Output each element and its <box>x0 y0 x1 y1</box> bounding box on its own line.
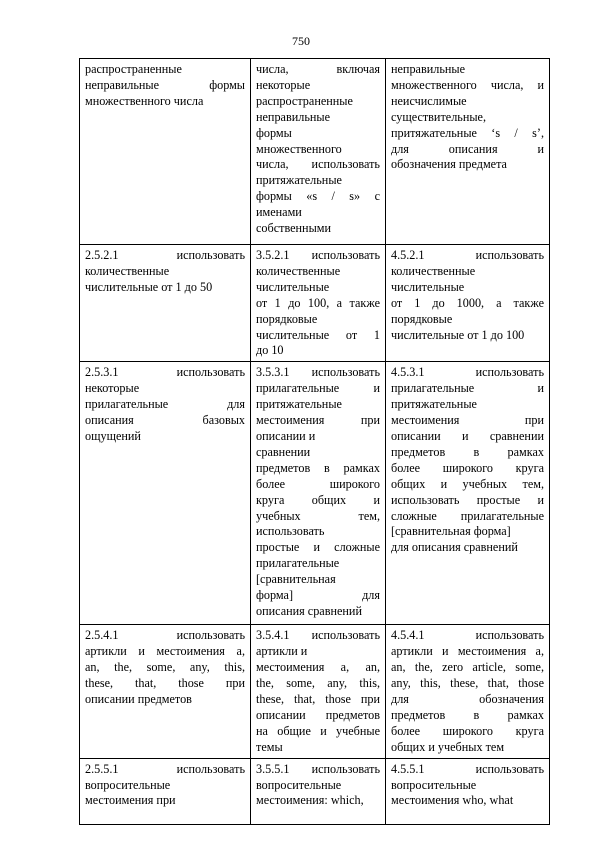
cell-text-line: именами <box>256 205 302 220</box>
cell-text-line: некоторые <box>85 381 140 396</box>
cell-text-line: от 1 до 100, а также <box>256 295 380 310</box>
cell-text-line: ощущений <box>85 428 141 443</box>
cell-text-line: множественного числа <box>85 93 204 108</box>
cell-text-line: распространенные <box>256 93 353 108</box>
table-cell <box>251 625 386 758</box>
table-cell <box>80 625 251 758</box>
cell-text-line: описания сравнений <box>256 603 362 618</box>
cell-text-line: сложные прилагательные <box>391 508 544 523</box>
table-row <box>80 59 550 245</box>
cell-text-line: притяжательные <box>256 397 342 412</box>
cell-text-line: местоимения при <box>391 413 544 428</box>
cell-text-line: для описания и <box>391 141 544 156</box>
table-cell <box>80 758 251 824</box>
cell-text-line: притяжательные <box>391 397 477 412</box>
cell-text-line: 3.5.5.1 использовать <box>256 761 380 776</box>
cell-text-line: описания базовых <box>85 413 245 428</box>
cell-text-line: an, the, zero article, some, <box>391 660 544 675</box>
cell-text-line: 2.5.2.1 использовать <box>85 248 245 262</box>
cell-text-line: формы <box>256 125 292 140</box>
table-cell <box>80 362 251 625</box>
cell-text-line: 4.5.5.1 использовать <box>391 761 544 776</box>
cell-text-line: прилагательные для <box>85 397 245 412</box>
cell-text-line: более широкого <box>256 476 380 491</box>
cell-text-line: местоимения who, what <box>391 793 514 808</box>
table-cell <box>251 245 386 362</box>
cell-text-line: существительные, <box>391 109 486 124</box>
cell-text-line: 2.5.3.1 использовать <box>85 365 245 380</box>
cell-text-line: обозначения предмета <box>391 157 507 172</box>
cell-text-line: 4.5.4.1 использовать <box>391 628 544 643</box>
cell-text-line: собственными <box>256 221 331 236</box>
cell-text-line: [сравнительная <box>256 572 336 587</box>
cell-text-line: множественного числа, и <box>391 77 544 92</box>
cell-text-line: множественного <box>256 141 342 156</box>
cell-text-line: местоимения при <box>256 413 380 428</box>
cell-text-line: описании и сравнении <box>391 428 544 443</box>
cell-text-line: these, that, those при <box>85 676 245 691</box>
cell-text-line: прилагательные <box>256 556 340 571</box>
cell-text-line: круга общих и <box>256 492 380 507</box>
cell-text-line: неисчислимые <box>391 93 467 108</box>
cell-text-line: числительные <box>391 279 465 294</box>
table-cell <box>386 362 550 625</box>
cell-text-line: числительные <box>256 279 330 294</box>
cell-text-line: учебных тем, <box>256 508 380 523</box>
table-row <box>80 245 550 362</box>
cell-text-line: описании предметов <box>256 707 380 722</box>
cell-text-line: any, this, these, that, those <box>391 676 544 691</box>
cell-text-line: неправильные <box>256 109 330 124</box>
cell-text-line: местоимения при <box>85 793 176 808</box>
cell-text-line: использовать <box>256 524 325 539</box>
curriculum-table <box>79 58 550 825</box>
table-cell <box>251 758 386 824</box>
cell-text-line: числительные от 1 до 50 <box>85 279 213 294</box>
cell-text-line: местоимения a, an, <box>256 660 380 675</box>
cell-text-line: 3.5.2.1 использовать <box>256 248 380 262</box>
cell-text-line: форма] для <box>256 588 380 603</box>
table-row <box>80 362 550 625</box>
cell-text-line: 4.5.2.1 использовать <box>391 248 544 262</box>
cell-text-line: неправильные формы <box>85 77 245 92</box>
cell-text-line: 2.5.5.1 использовать <box>85 761 245 776</box>
cell-text-line: для обозначения <box>391 691 544 706</box>
table-cell <box>80 245 251 362</box>
cell-text-line: порядковые <box>391 311 453 326</box>
cell-text-line: описании предметов <box>85 691 192 706</box>
table-cell <box>80 59 251 245</box>
cell-text-line: прилагательные и <box>391 381 544 396</box>
table-cell <box>386 245 550 362</box>
cell-text-line: предметов в рамках <box>391 444 544 459</box>
table-cell <box>386 758 550 824</box>
table-cell <box>386 625 550 758</box>
cell-text-line: местоимения: which, <box>256 793 364 808</box>
cell-text-line: использовать простые и <box>391 492 544 507</box>
table-cell <box>386 59 550 245</box>
table-cell <box>251 362 386 625</box>
cell-text-line: формы «s / s» с <box>256 189 380 204</box>
cell-text-line: предметов в рамках <box>256 460 380 475</box>
table-row <box>80 625 550 758</box>
cell-text-line: 4.5.3.1 использовать <box>391 365 544 380</box>
cell-text-line: количественные <box>85 263 170 278</box>
cell-text-line: притяжательные <box>256 173 342 188</box>
cell-text-line: сравнении <box>256 444 311 459</box>
cell-text-line: артикли и местоимения a, <box>85 644 245 659</box>
cell-text-line: вопросительные <box>256 777 342 792</box>
cell-text-line: 3.5.3.1 использовать <box>256 365 380 380</box>
cell-text-line: от 1 до 1000, а также <box>391 295 544 310</box>
cell-text-line: на общие и учебные <box>256 723 380 738</box>
cell-text-line: числительные от 1 <box>256 327 380 342</box>
cell-text-line: описании и <box>256 428 316 443</box>
cell-text-line: прилагательные и <box>256 381 380 396</box>
cell-text-line: these, that, those при <box>256 691 380 706</box>
page-number: 750 <box>292 34 310 48</box>
cell-text-line: темы <box>256 739 283 754</box>
cell-text-line: числа, включая <box>256 62 380 76</box>
cell-text-line: числительные от 1 до 100 <box>391 327 525 342</box>
table-row <box>80 758 550 824</box>
cell-text-line: артикли и местоимения a, <box>391 644 544 659</box>
cell-text-line: порядковые <box>256 311 318 326</box>
cell-text-line: 3.5.4.1 использовать <box>256 628 380 643</box>
cell-text-line: общих и учебных тем <box>391 739 505 754</box>
cell-text-line: an, the, some, any, this, <box>85 660 245 675</box>
cell-text-line: [сравнительная форма] <box>391 524 511 539</box>
cell-text-line: артикли и <box>256 644 308 659</box>
table-cell <box>251 59 386 245</box>
cell-text-line: более широкого круга <box>391 723 544 738</box>
cell-text-line: распространенные <box>85 62 182 76</box>
cell-text-line: количественные <box>256 263 341 278</box>
cell-text-line: более широкого круга <box>391 460 544 475</box>
cell-text-line: для описания сравнений <box>391 540 518 555</box>
cell-text-line: предметов в рамках <box>391 707 544 722</box>
cell-text-line: простые и сложные <box>256 540 380 555</box>
cell-text-line: некоторые <box>256 77 311 92</box>
cell-text-line: вопросительные <box>85 777 171 792</box>
cell-text-line: притяжательные ‘s / s’, <box>391 125 544 140</box>
cell-text-line: количественные <box>391 263 476 278</box>
cell-text-line: до 10 <box>256 343 284 358</box>
cell-text-line: 2.5.4.1 использовать <box>85 628 245 643</box>
cell-text-line: вопросительные <box>391 777 477 792</box>
cell-text-line: общих и учебных тем, <box>391 476 544 491</box>
cell-text-line: числа, использовать <box>256 157 380 172</box>
cell-text-line: the, some, any, this, <box>256 676 380 691</box>
cell-text-line: неправильные <box>391 62 465 76</box>
